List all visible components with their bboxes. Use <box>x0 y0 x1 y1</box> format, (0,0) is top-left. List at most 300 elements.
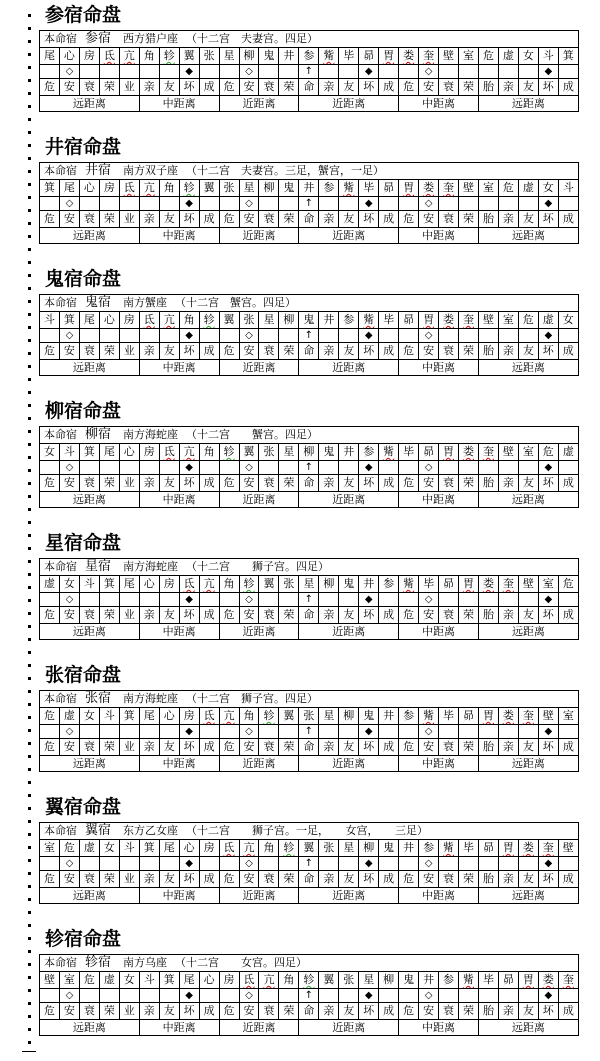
marker-cell <box>199 989 219 1003</box>
mansion-cell <box>40 972 60 989</box>
marker-cell <box>159 461 179 475</box>
distance-range-cell: 近距离 <box>219 492 299 508</box>
marker-cell <box>219 593 239 607</box>
mansion-label: 柳 <box>343 709 355 722</box>
mansion-cell <box>459 840 479 857</box>
mansion-label: 氐 <box>123 181 135 194</box>
relation-cell: 衰 <box>79 1003 99 1020</box>
marker-cell <box>478 593 498 607</box>
mansion-cell <box>119 180 139 197</box>
marker-cell <box>119 857 139 871</box>
marker-cell <box>159 989 179 1003</box>
mansion-cell <box>399 48 419 65</box>
marker-cell <box>159 329 179 343</box>
marker-cell <box>279 593 299 607</box>
mansion-label: 奎 <box>423 49 435 62</box>
mansion-cell <box>79 444 99 461</box>
relation-cell: 荣 <box>279 607 299 624</box>
mansion-label: 亢 <box>143 181 155 194</box>
relation-cell: 安 <box>59 739 79 756</box>
mansion-label: 虚 <box>83 841 95 854</box>
solid-diamond-icon: ◆ <box>538 65 558 79</box>
relation-cell: 安 <box>419 607 439 624</box>
up-arrow-icon: ↑ <box>299 329 319 343</box>
chart-section <box>0 662 600 792</box>
relation-cell: 荣 <box>279 475 299 492</box>
marker-cell <box>199 593 219 607</box>
marker-cell <box>339 197 359 211</box>
section-title: 井宿命盘 <box>45 136 122 158</box>
mansion-label: 角 <box>203 445 215 458</box>
distance-range-cell: 中距离 <box>139 360 219 376</box>
mansion-label: 井 <box>363 577 375 590</box>
relation-cell: 命 <box>299 211 319 228</box>
marker-cell <box>498 197 518 211</box>
mansion-chart-table <box>39 954 579 1036</box>
mansion-cell <box>159 48 179 65</box>
mansion-label: 轸 <box>183 181 195 194</box>
mansion-cell <box>299 576 319 593</box>
marker-cell <box>159 65 179 79</box>
marker-cell <box>259 989 279 1003</box>
mansion-label: 昴 <box>443 577 455 590</box>
mansion-cell <box>538 312 558 329</box>
mansion-label: 觜 <box>403 577 415 590</box>
distance-range-cell: 中距离 <box>139 888 219 904</box>
marker-cell <box>259 197 279 211</box>
mansion-cell <box>299 840 319 857</box>
mansion-label: 胃 <box>403 181 415 194</box>
relation-cell: 亲 <box>498 475 518 492</box>
section-title: 星宿命盘 <box>45 532 122 554</box>
distance-range-cell: 近距离 <box>299 492 399 508</box>
distance-range-cell: 中距离 <box>399 1020 479 1036</box>
relation-cell: 荣 <box>279 79 299 96</box>
hollow-diamond-icon: ◇ <box>239 593 259 607</box>
mansion-label: 氐 <box>243 973 255 986</box>
mansion-label: 毕 <box>383 313 395 326</box>
relation-cell: 成 <box>199 79 219 96</box>
mansion-cell <box>558 708 578 725</box>
solid-diamond-icon: ◆ <box>538 593 558 607</box>
header-palace: （十二宫 夫妻宫。四足） <box>186 32 319 45</box>
relation-cell: 亲 <box>139 211 159 228</box>
mansion-cell <box>159 972 179 989</box>
marker-cell <box>319 857 339 871</box>
marker-cell <box>199 857 219 871</box>
mansion-cell <box>498 312 518 329</box>
mansion-cell <box>199 312 219 329</box>
mansion-label: 参 <box>383 577 395 590</box>
solid-diamond-icon: ◆ <box>359 989 379 1003</box>
relation-cell: 安 <box>239 607 259 624</box>
solid-diamond-icon: ◆ <box>359 329 379 343</box>
header-zodiac: 南方双子座 <box>123 164 179 177</box>
hollow-diamond-icon: ◇ <box>239 725 259 739</box>
distance-range-cell: 中距离 <box>139 624 219 640</box>
relation-cell: 荣 <box>459 211 479 228</box>
relation-cell: 坏 <box>359 475 379 492</box>
mansion-chart-table <box>39 690 579 772</box>
mansion-cell <box>518 972 538 989</box>
mansion-cell <box>239 840 259 857</box>
relation-cell: 成 <box>199 739 219 756</box>
mansion-label: 鬼 <box>303 313 315 326</box>
mansion-label: 柳 <box>243 49 255 62</box>
relation-cell: 衰 <box>79 871 99 888</box>
mansion-label: 箕 <box>123 709 135 722</box>
header-name: 井宿 <box>85 163 112 178</box>
mansion-label: 室 <box>462 49 474 62</box>
marker-cell <box>99 725 119 739</box>
relation-cell: 坏 <box>359 607 379 624</box>
mansion-cell <box>518 180 538 197</box>
marker-cell <box>40 725 60 739</box>
marker-cell <box>459 593 479 607</box>
marker-cell <box>219 725 239 739</box>
marker-cell <box>79 593 99 607</box>
marker-cell <box>459 989 479 1003</box>
mansion-label: 柳 <box>263 181 275 194</box>
mansion-label: 心 <box>143 577 155 590</box>
hollow-diamond-icon: ◇ <box>419 593 439 607</box>
relation-cell: 胎 <box>478 739 498 756</box>
relation-cell: 安 <box>59 79 79 96</box>
mansion-label: 危 <box>63 841 75 854</box>
mansion-cell <box>219 840 239 857</box>
mansion-label: 鬼 <box>343 577 355 590</box>
relation-cell: 衰 <box>439 739 459 756</box>
distance-range-cell: 中距离 <box>399 756 479 772</box>
mansion-cell <box>558 444 578 461</box>
relation-cell: 坏 <box>359 739 379 756</box>
mansion-cell <box>299 48 319 65</box>
hollow-diamond-icon: ◇ <box>419 989 439 1003</box>
mansion-cell <box>139 576 159 593</box>
mansion-cell <box>359 576 379 593</box>
relation-cell: 危 <box>219 607 239 624</box>
mansion-cell <box>79 576 99 593</box>
header-prefix: 本命宿 <box>44 824 77 837</box>
relation-cell: 成 <box>199 607 219 624</box>
mansion-cell <box>199 576 219 593</box>
hollow-diamond-icon: ◇ <box>239 65 259 79</box>
mansion-cell <box>99 708 119 725</box>
marker-cell <box>478 197 498 211</box>
mansion-cell <box>518 48 538 65</box>
relation-cell: 亲 <box>139 607 159 624</box>
mansion-cell <box>498 708 518 725</box>
mansion-label: 井 <box>323 313 335 326</box>
mansion-label: 箕 <box>43 181 55 194</box>
distance-range-cell: 远距离 <box>478 624 578 640</box>
relation-cell: 命 <box>299 739 319 756</box>
mansion-cell <box>518 312 538 329</box>
mansion-cell <box>259 48 279 65</box>
mansion-cell <box>79 708 99 725</box>
relation-cell: 衰 <box>259 607 279 624</box>
marker-cell <box>119 65 139 79</box>
mansion-label: 井 <box>403 841 415 854</box>
hollow-diamond-icon: ◇ <box>59 593 79 607</box>
mansion-cell <box>339 576 359 593</box>
relation-cell: 坏 <box>538 607 558 624</box>
mansion-label: 虚 <box>542 313 554 326</box>
relation-cell: 危 <box>219 871 239 888</box>
marker-cell <box>319 197 339 211</box>
mansion-cell <box>538 180 558 197</box>
marker-cell <box>99 857 119 871</box>
relation-cell: 危 <box>399 211 419 228</box>
mansion-cell <box>538 48 558 65</box>
relation-cell: 荣 <box>459 871 479 888</box>
chart-header <box>40 31 579 48</box>
mansion-cell <box>299 444 319 461</box>
solid-diamond-icon: ◆ <box>359 593 379 607</box>
relation-cell: 衰 <box>259 211 279 228</box>
mansion-label: 张 <box>323 841 335 854</box>
mansion-cell <box>199 48 219 65</box>
mansion-cell <box>399 576 419 593</box>
mansion-label: 昴 <box>403 313 415 326</box>
section-title: 翼宿命盘 <box>45 796 122 818</box>
mansion-cell <box>259 972 279 989</box>
hollow-diamond-icon: ◇ <box>59 65 79 79</box>
mansion-cell <box>239 972 259 989</box>
relation-cell: 亲 <box>498 871 518 888</box>
distance-range-cell: 远距离 <box>40 888 140 904</box>
distance-range-cell: 近距离 <box>299 624 399 640</box>
mansion-label: 毕 <box>363 181 375 194</box>
mansion-label: 轸 <box>263 709 275 722</box>
mansion-cell <box>119 48 139 65</box>
mansion-label: 斗 <box>63 445 75 458</box>
marker-cell <box>339 857 359 871</box>
relation-cell: 安 <box>419 1003 439 1020</box>
mansion-label: 张 <box>343 973 355 986</box>
relation-cell: 荣 <box>99 79 119 96</box>
mansion-cell <box>379 444 399 461</box>
header-name: 翼宿 <box>85 823 112 838</box>
mansion-cell <box>219 48 239 65</box>
mansion-cell <box>139 180 159 197</box>
marker-cell <box>219 65 239 79</box>
mansion-cell <box>179 708 199 725</box>
mansion-cell <box>498 840 518 857</box>
marker-cell <box>79 989 99 1003</box>
marker-cell <box>439 857 459 871</box>
marker-cell <box>399 593 419 607</box>
relation-cell: 安 <box>59 607 79 624</box>
mansion-cell <box>498 180 518 197</box>
relation-cell: 亲 <box>319 343 339 360</box>
marker-cell <box>139 857 159 871</box>
mansion-label: 翼 <box>283 709 295 722</box>
relation-cell: 坏 <box>179 211 199 228</box>
mansion-cell <box>439 840 459 857</box>
marker-cell <box>99 989 119 1003</box>
relation-cell: 友 <box>159 79 179 96</box>
distance-range-cell: 远距离 <box>40 96 140 112</box>
marker-cell <box>379 329 399 343</box>
relation-cell: 荣 <box>279 1003 299 1020</box>
mansion-cell <box>538 444 558 461</box>
mansion-cell <box>558 48 578 65</box>
relation-cell: 危 <box>399 607 419 624</box>
marker-cell <box>319 461 339 475</box>
mansion-label: 娄 <box>443 313 455 326</box>
marker-cell <box>159 725 179 739</box>
mansion-cell <box>459 312 479 329</box>
mansion-cell <box>478 48 498 65</box>
solid-diamond-icon: ◆ <box>538 461 558 475</box>
mansion-label: 房 <box>183 709 195 722</box>
relation-cell: 安 <box>419 343 439 360</box>
mansion-cell <box>339 312 359 329</box>
relation-cell: 荣 <box>459 1003 479 1020</box>
marker-cell <box>339 989 359 1003</box>
header-zodiac: 西方猎户座 <box>123 32 179 45</box>
relation-cell: 危 <box>40 475 60 492</box>
mansion-cell <box>419 444 439 461</box>
relation-cell: 坏 <box>179 79 199 96</box>
mansion-label: 参 <box>403 709 415 722</box>
mansion-cell <box>379 708 399 725</box>
mansion-label: 斗 <box>562 181 574 194</box>
mansion-label: 心 <box>83 181 95 194</box>
relation-cell: 荣 <box>99 1003 119 1020</box>
distance-range-cell: 远距离 <box>40 1020 140 1036</box>
mansion-label: 虚 <box>43 577 55 590</box>
relation-cell: 胎 <box>478 607 498 624</box>
marker-cell <box>498 593 518 607</box>
mansion-cell <box>399 180 419 197</box>
hollow-diamond-icon: ◇ <box>59 989 79 1003</box>
relation-cell: 坏 <box>179 1003 199 1020</box>
mansion-cell <box>159 576 179 593</box>
mansion-cell <box>478 444 498 461</box>
marker-cell <box>478 329 498 343</box>
mansion-cell <box>339 840 359 857</box>
mansion-label: 斗 <box>542 49 554 62</box>
marker-cell <box>518 461 538 475</box>
relation-cell: 命 <box>299 1003 319 1020</box>
solid-diamond-icon: ◆ <box>359 65 379 79</box>
solid-diamond-icon: ◆ <box>179 329 199 343</box>
relation-cell: 安 <box>59 475 79 492</box>
hollow-diamond-icon: ◇ <box>419 857 439 871</box>
up-arrow-icon: ↑ <box>299 197 319 211</box>
mansion-label: 角 <box>163 181 175 194</box>
relation-cell: 坏 <box>359 211 379 228</box>
relation-cell: 坏 <box>179 343 199 360</box>
hollow-diamond-icon: ◇ <box>239 857 259 871</box>
mansion-label: 毕 <box>482 973 494 986</box>
distance-range-cell: 近距离 <box>219 228 299 244</box>
mansion-cell <box>239 444 259 461</box>
mansion-label: 斗 <box>123 841 135 854</box>
marker-cell <box>40 65 60 79</box>
mansion-label: 壁 <box>522 577 534 590</box>
hollow-diamond-icon: ◇ <box>419 461 439 475</box>
mansion-cell <box>419 48 439 65</box>
relation-cell: 亲 <box>498 343 518 360</box>
chart-section <box>0 398 600 528</box>
mansion-cell <box>359 312 379 329</box>
mansion-cell <box>79 312 99 329</box>
relation-cell: 荣 <box>99 211 119 228</box>
mansion-label: 柳 <box>363 841 375 854</box>
mansion-cell <box>139 48 159 65</box>
mansion-cell <box>219 708 239 725</box>
mansion-label: 女 <box>103 841 115 854</box>
mansion-label: 轸 <box>303 973 315 986</box>
marker-cell <box>379 461 399 475</box>
marker-cell <box>79 857 99 871</box>
mansion-label: 轸 <box>243 577 255 590</box>
solid-diamond-icon: ◆ <box>538 989 558 1003</box>
relation-cell: 友 <box>159 211 179 228</box>
mansion-label: 尾 <box>163 841 175 854</box>
mansion-cell <box>119 840 139 857</box>
marker-cell <box>459 725 479 739</box>
header-name: 柳宿 <box>85 427 112 442</box>
mansion-cell <box>359 840 379 857</box>
relation-cell: 胎 <box>478 79 498 96</box>
mansion-label: 亢 <box>183 445 195 458</box>
marker-cell <box>339 725 359 739</box>
mansion-label: 氐 <box>163 445 175 458</box>
relation-cell: 安 <box>419 871 439 888</box>
relation-cell: 友 <box>159 1003 179 1020</box>
mansion-label: 胃 <box>443 445 455 458</box>
mansion-label: 房 <box>223 973 235 986</box>
relation-cell: 业 <box>119 739 139 756</box>
marker-cell <box>319 989 339 1003</box>
solid-diamond-icon: ◆ <box>179 197 199 211</box>
mansion-cell <box>538 972 558 989</box>
mansion-label: 女 <box>43 445 55 458</box>
relation-cell: 成 <box>199 1003 219 1020</box>
mansion-label: 张 <box>283 577 295 590</box>
relation-cell: 成 <box>379 79 399 96</box>
relation-cell: 安 <box>59 211 79 228</box>
header-name: 轸宿 <box>85 955 112 970</box>
marker-cell <box>459 857 479 871</box>
mansion-cell <box>439 180 459 197</box>
mansion-cell <box>478 972 498 989</box>
chart-header <box>40 163 579 180</box>
mansion-label: 奎 <box>462 313 474 326</box>
mansion-label: 井 <box>383 709 395 722</box>
mansion-label: 胃 <box>383 49 395 62</box>
mansion-cell <box>379 972 399 989</box>
mansion-label: 井 <box>283 49 295 62</box>
mansion-label: 轸 <box>203 313 215 326</box>
header-palace: （十二宫 狮子宫。一足， 女宫， 三足） <box>186 824 429 837</box>
mansion-label: 危 <box>542 445 554 458</box>
mansion-label: 心 <box>203 973 215 986</box>
mansion-label: 箕 <box>562 49 574 62</box>
marker-cell <box>159 593 179 607</box>
relation-cell: 坏 <box>179 607 199 624</box>
marker-cell <box>518 989 538 1003</box>
mansion-label: 张 <box>203 49 215 62</box>
relation-cell: 亲 <box>319 607 339 624</box>
mansion-cell <box>219 312 239 329</box>
marker-cell <box>259 461 279 475</box>
mansion-label: 房 <box>123 313 135 326</box>
